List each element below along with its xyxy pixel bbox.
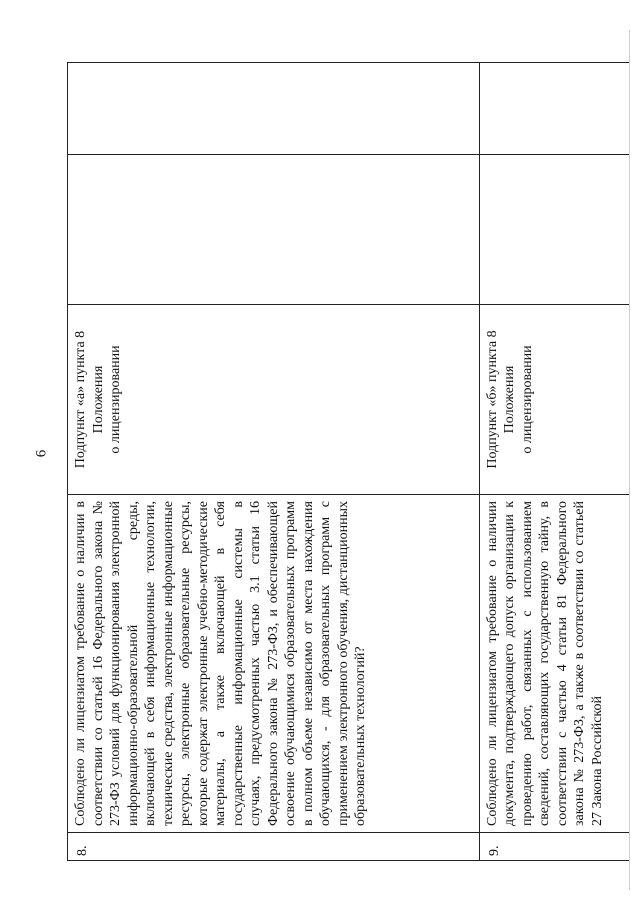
reference-line: Подпункт «б» пункта 8 <box>484 330 500 469</box>
question-cell <box>68 495 480 833</box>
page-number: 6 <box>33 449 50 458</box>
reference-line: Подпункт «а» пункта 8 <box>73 330 88 469</box>
reference-cell <box>68 305 480 495</box>
question-cell <box>479 495 629 833</box>
reference-line: о лицензировании <box>108 345 123 454</box>
table-row <box>479 63 629 861</box>
reference-line: о лицензировании <box>519 345 535 454</box>
reference-line: Положения <box>502 365 518 434</box>
row-number: 8. <box>68 833 480 861</box>
answer-cell <box>68 155 480 305</box>
notes-cell <box>68 63 480 155</box>
row-number: 9. <box>479 833 629 861</box>
table-row <box>68 63 480 861</box>
requirements-table <box>67 62 629 861</box>
answer-cell <box>479 155 629 305</box>
question-text: Соблюдено ли лицензиатом требование о наличии в соответствии со статьей 16 Федерального закона № 273-ФЗ условий для функционирования электронной информационно-образовательной среды, включающей в себя информационные технологии, технические средства, электронные информационные ресурсы, электронные образовательные ресурсы, которые содержат электронные учебно-методические материалы, а также включающей в себя государственные информационные системы в случаях, предусмотренных частью 3.1 статьи 16 Федерального закона № 273-ФЗ, и обеспечивающей освоение обучающимися образовательных программ в полном объеме независимо от места нахождения обучающихся, - для образовательных программ с применением электронного обучения, дистанционных образовательных технологий? <box>73 501 368 826</box>
notes-cell <box>479 63 629 155</box>
reference-line: Положения <box>90 365 106 434</box>
scan-edge-line <box>629 30 630 890</box>
checklist-table <box>67 63 629 861</box>
reference-cell <box>479 305 629 495</box>
question-text: Соблюдено ли лицензиатом требование о наличии документа, подтверждающего допуск организации к проведению работ, связанных с использованием сведений, составляющих государственную тайну, в соответствии с частью 4 статьи 81 Федерального закона № 273-ФЗ, а также в соответствии со статьей 27 Закона Российской <box>484 501 605 826</box>
